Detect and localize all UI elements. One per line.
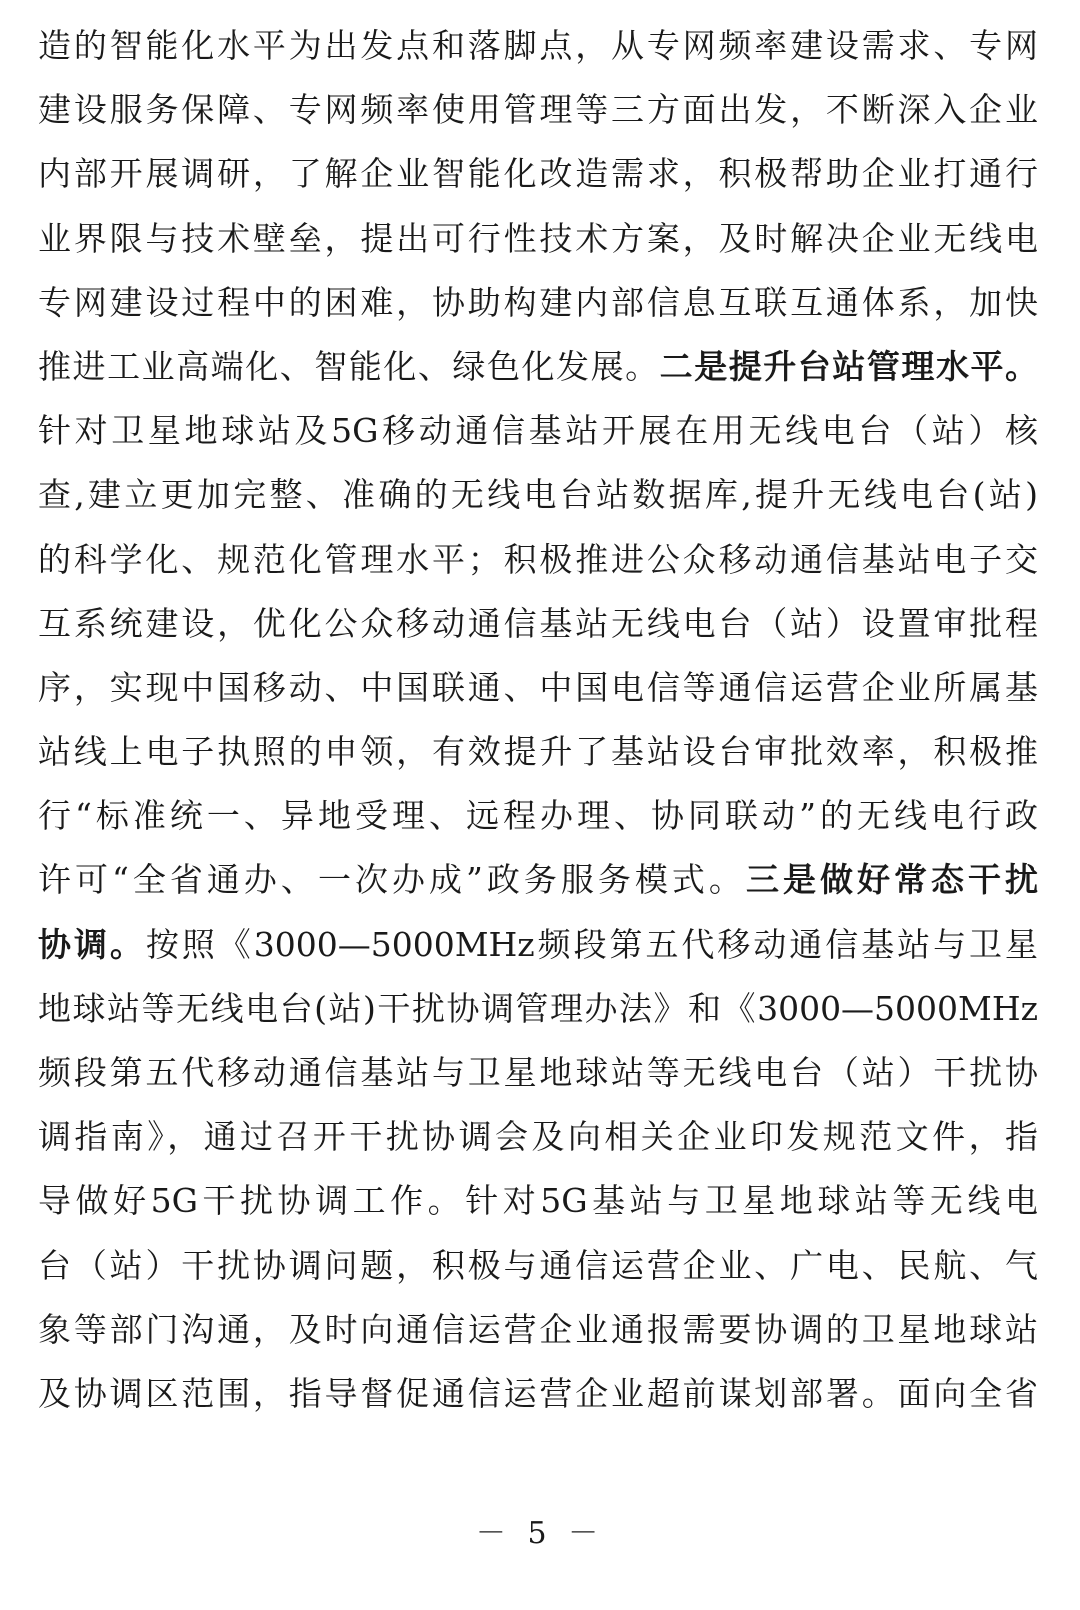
bold-heading: 二是提升台站管理水平。 — [659, 346, 1039, 386]
text-line: 及协调区范围，指导督促通信运营企业超前谋划部署。面向全省 — [38, 1373, 1038, 1413]
text-line: 针对卫星地球站及5G移动通信基站开展在用无线电台（站）核 — [38, 411, 1038, 451]
text-line: 台（站）干扰协调问题，积极与通信运营企业、广电、民航、气 — [38, 1245, 1038, 1285]
text-line: 序，实现中国移动、中国联通、中国电信等通信运营企业所属基 — [38, 667, 1038, 707]
text-line: 协调。按照《3000—5000MHz频段第五代移动通信基站与卫星 — [38, 924, 1039, 964]
text-line: 建设服务保障、专网频率使用管理等三方面出发，不断深入企业 — [38, 90, 1038, 130]
text-line: 推进工业高端化、智能化、绿色化发展。二是提升台站管理水平。 — [38, 346, 1039, 386]
bold-heading: 三是做好常态干扰 — [745, 860, 1039, 900]
text-line: 查,建立更加完整、准确的无线电台站数据库,提升无线电台(站) — [38, 475, 1038, 515]
page-number: － 5 － — [475, 1516, 605, 1551]
text-line: 许可“全省通办、一次办成”政务服务模式。三是做好常态干扰 — [38, 860, 1039, 900]
text-line: 造的智能化水平为出发点和落脚点，从专网频率建设需求、专网 — [38, 26, 1038, 65]
text-line: 频段第五代移动通信基站与卫星地球站等无线电台（站）干扰协 — [38, 1053, 1038, 1092]
text-line: 专网建设过程中的困难，协助构建内部信息互联互通体系，加快 — [38, 282, 1038, 322]
text-line: 站线上电子执照的申领，有效提升了基站设台审批效率，积极推 — [38, 732, 1038, 772]
text-line: 导做好5G干扰协调工作。针对5G基站与卫星地球站等无线电 — [38, 1181, 1038, 1221]
text-line: 行“标准统一、异地受理、远程办理、协同联动”的无线电行政 — [38, 796, 1038, 836]
bold-heading: 协调。 — [38, 924, 146, 964]
text-line: 的科学化、规范化管理水平；积极推进公众移动通信基站电子交 — [38, 539, 1038, 579]
text-line: 内部开展调研，了解企业智能化改造需求，积极帮助企业打通行 — [38, 154, 1038, 194]
text-line: 业界限与技术壁垒，提出可行性技术方案，及时解决企业无线电 — [38, 218, 1038, 258]
text-line: 互系统建设，优化公众移动通信基站无线电台（站）设置审批程 — [38, 603, 1038, 643]
text-line: 调指南》，通过召开干扰协调会及向相关企业印发规范文件，指 — [38, 1117, 1038, 1157]
text-line: 地球站等无线电台(站)干扰协调管理办法》和《3000—5000MHz — [38, 988, 1038, 1028]
text-line: 象等部门沟通，及时向通信运营企业通报需要协调的卫星地球站 — [38, 1309, 1038, 1349]
body-text — [38, 14, 1038, 1426]
